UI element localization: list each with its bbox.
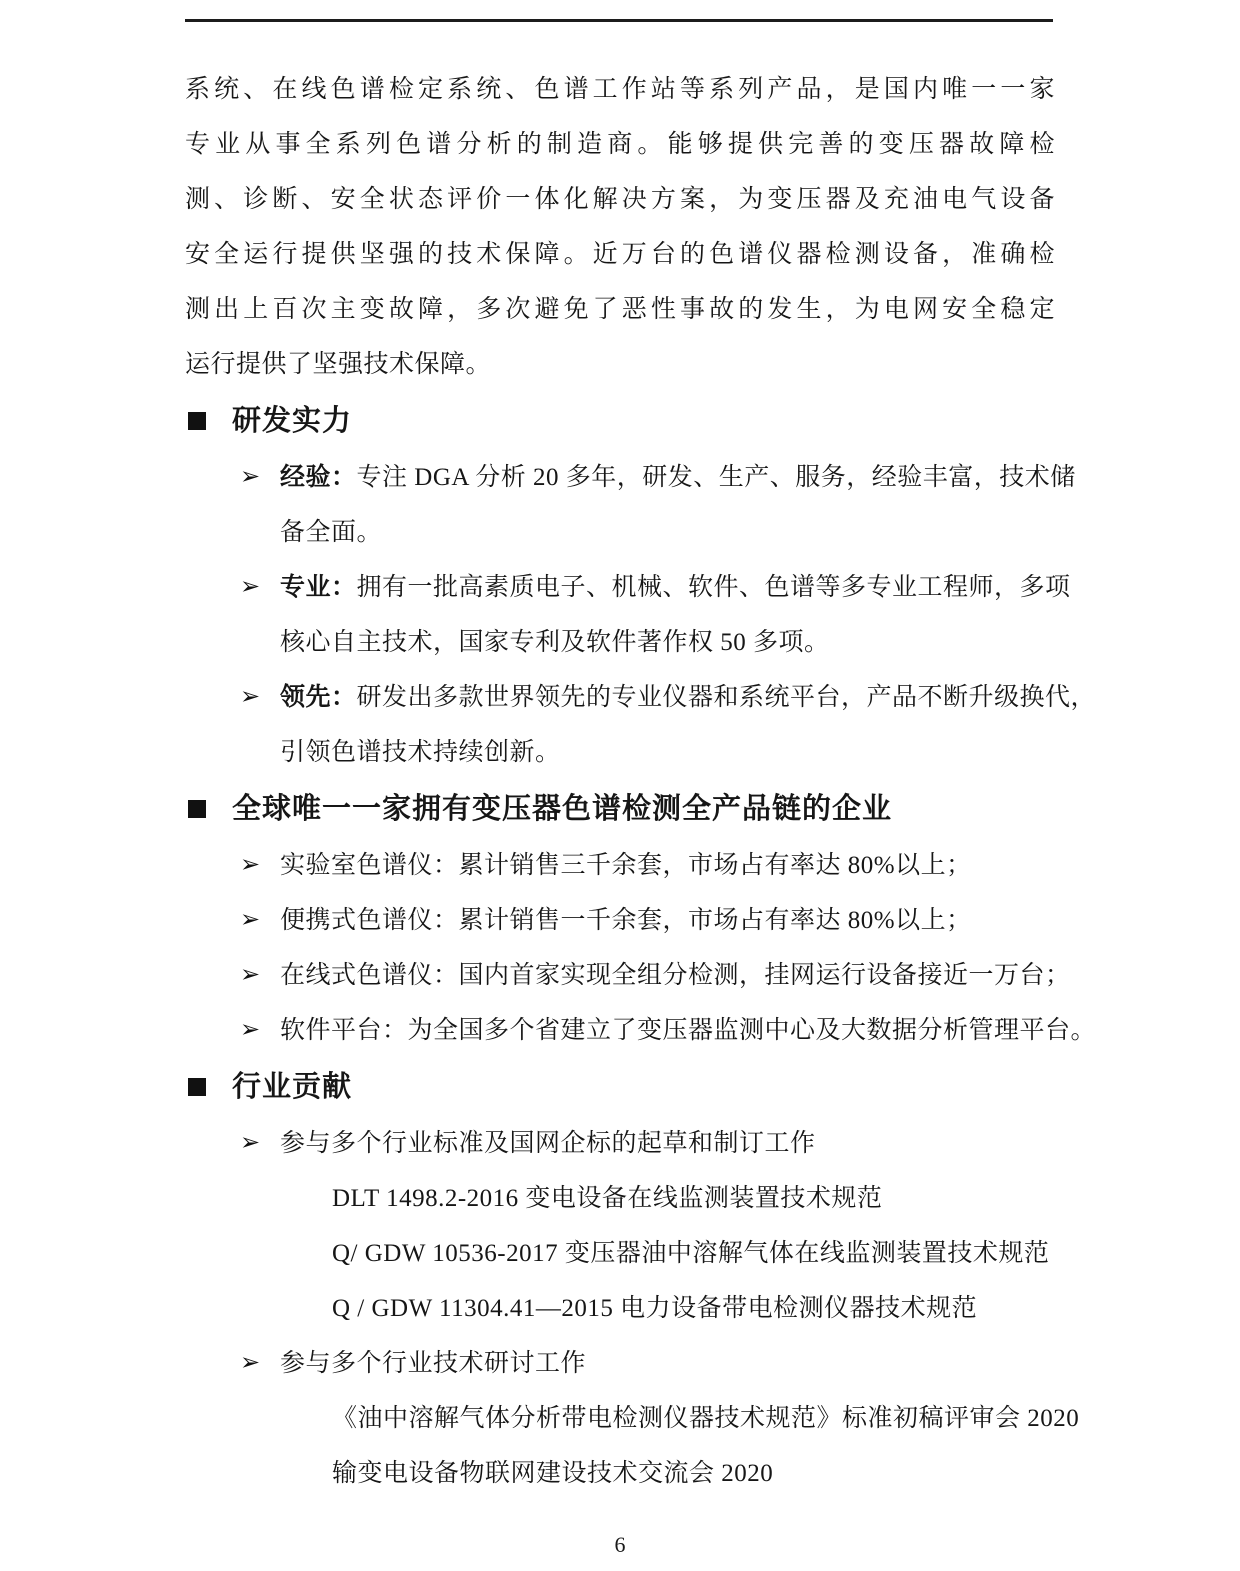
- bullet-item: [185, 893, 1055, 948]
- paragraph-line: 测、诊断、安全状态评价一体化解决方案，为变压器及充油电气设备: [185, 186, 1055, 213]
- section-marker-icon: [188, 1078, 206, 1096]
- standard-line: Q / GDW 11304.41—2015 电力设备带电检测仪器技术规范: [332, 1295, 978, 1322]
- paragraph-line: 运行提供了坚强技术保障。: [185, 351, 492, 378]
- arrow-bullet-icon: ➢: [240, 1017, 261, 1043]
- bullet-text: 专注 DGA 分析 20 多年，研发、生产、服务，经验丰富，技术储: [356, 464, 1076, 491]
- bullet-text: 参与多个行业标准及国网企标的起草和制订工作: [280, 1130, 816, 1157]
- bullet-continuation: 备全面。: [280, 519, 383, 546]
- bullet-item: [185, 670, 1097, 725]
- arrow-bullet-icon: ➢: [240, 907, 261, 933]
- intro-paragraph: [185, 62, 1055, 392]
- bullet-continuation: 引领色谱技术持续创新。: [280, 739, 561, 766]
- bullet-item: [185, 560, 1071, 615]
- bullet-item: [185, 948, 1071, 1003]
- bullet-item: [185, 1003, 1097, 1058]
- bullet-item: [185, 838, 1055, 893]
- standard-line: DLT 1498.2-2016 变电设备在线监测装置技术规范: [332, 1185, 883, 1212]
- arrow-bullet-icon: ➢: [240, 684, 261, 710]
- header-rule: [185, 19, 1053, 22]
- bullet-item: [185, 450, 1076, 505]
- arrow-bullet-icon: ➢: [240, 1350, 261, 1376]
- bullet-item: [185, 1336, 1055, 1391]
- paragraph-line: 专业从事全系列色谱分析的制造商。能够提供完善的变压器故障检: [185, 131, 1055, 158]
- arrow-bullet-icon: ➢: [240, 962, 261, 988]
- bullet-label: 领先：: [280, 684, 357, 711]
- section-marker-icon: [188, 412, 206, 430]
- standard-line: Q/ GDW 10536-2017 变压器油中溶解气体在线监测装置技术规范: [332, 1240, 1050, 1267]
- arrow-bullet-icon: ➢: [240, 574, 261, 600]
- bullet-text: 研发出多款世界领先的专业仪器和系统平台，产品不断升级换代，: [356, 684, 1097, 711]
- paragraph-line: 系统、在线色谱检定系统、色谱工作站等系列产品，是国内唯一一家: [185, 76, 1055, 103]
- bullet-item: [185, 1116, 1055, 1171]
- conference-line: 《油中溶解气体分析带电检测仪器技术规范》标准初稿评审会 2020: [332, 1405, 1080, 1432]
- section-marker-icon: [188, 800, 206, 818]
- bullet-text: 拥有一批高素质电子、机械、软件、色谱等多专业工程师，多项: [356, 574, 1071, 601]
- section-title: 行业贡献: [232, 1071, 353, 1103]
- bullet-text: 便携式色谱仪：累计销售一千余套，市场占有率达 80%以上；: [280, 907, 972, 934]
- bullet-text: 参与多个行业技术研讨工作: [280, 1350, 587, 1377]
- bullet-text: 在线式色谱仪：国内首家实现全组分检测，挂网运行设备接近一万台；: [280, 962, 1071, 989]
- bullet-continuation: 核心自主技术，国家专利及软件著作权 50 多项。: [280, 629, 830, 656]
- bullet-text: 软件平台：为全国多个省建立了变压器监测中心及大数据分析管理平台。: [280, 1017, 1097, 1044]
- arrow-bullet-icon: ➢: [240, 852, 261, 878]
- document-body: [185, 62, 1097, 1501]
- section-heading-industry-contribution: [185, 1058, 1055, 1116]
- paragraph-line: 安全运行提供坚强的技术保障。近万台的色谱仪器检测设备，准确检: [185, 241, 1055, 268]
- section-title: 研发实力: [232, 405, 353, 437]
- section-heading-rd-strength: [185, 392, 1055, 450]
- arrow-bullet-icon: ➢: [240, 1130, 261, 1156]
- bullet-label: 经验：: [280, 464, 357, 491]
- paragraph-line: 测出上百次主变故障，多次避免了恶性事故的发生，为电网安全稳定: [185, 296, 1055, 323]
- page-number: 6: [614, 1532, 626, 1557]
- bullet-text: 实验室色谱仪：累计销售三千余套，市场占有率达 80%以上；: [280, 852, 972, 879]
- arrow-bullet-icon: ➢: [240, 464, 261, 490]
- section-title: 全球唯一一家拥有变压器色谱检测全产品链的企业: [232, 793, 893, 825]
- section-heading-product-chain: [185, 780, 1055, 838]
- bullet-label: 专业：: [280, 574, 357, 601]
- conference-line: 输变电设备物联网建设技术交流会 2020: [332, 1460, 774, 1487]
